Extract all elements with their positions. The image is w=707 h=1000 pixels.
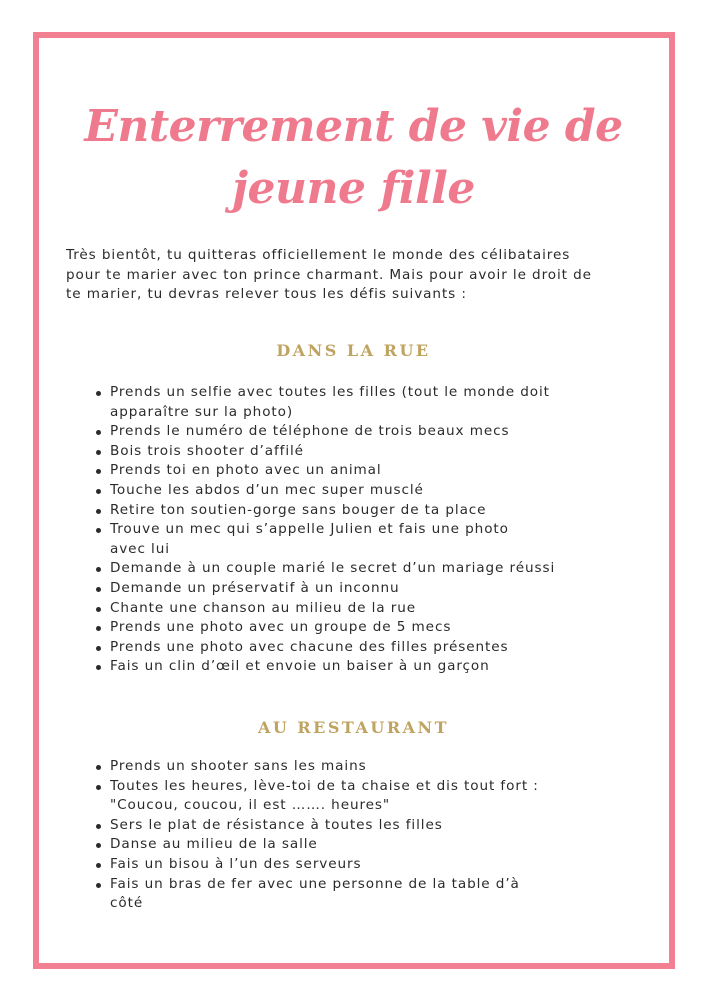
list-item-text: Fais un bras de fer avec une personne de la table d’à bbox=[110, 875, 520, 892]
challenge-list-dans-la-rue bbox=[94, 383, 555, 677]
list-item bbox=[94, 875, 539, 914]
list-item bbox=[94, 501, 555, 521]
list-item bbox=[94, 559, 555, 579]
list-item bbox=[94, 657, 555, 677]
list-item bbox=[94, 618, 555, 638]
section-title-au-restaurant: AU RESTAURANT bbox=[257, 718, 450, 737]
list-item-text: Prends un shooter sans les mains bbox=[110, 758, 367, 774]
list-item-text: Trouve un mec qui s’appelle Julien et fais une photo bbox=[110, 521, 509, 538]
title-line-2: jeune fille bbox=[232, 163, 475, 214]
title-line-1: Enterrement de vie de bbox=[84, 101, 623, 152]
list-item bbox=[94, 835, 539, 855]
list-item-text: Fais un clin d’œil et envoie un baiser à un garçon bbox=[110, 658, 490, 675]
list-item-text: Danse au milieu de la salle bbox=[110, 836, 318, 853]
list-item-text: Prends un selfie avec toutes les filles (tout le monde doit bbox=[110, 384, 550, 400]
list-item bbox=[94, 579, 555, 599]
list-item-text: Prends une photo avec chacune des filles présentes bbox=[110, 638, 509, 655]
list-item-text: Bois trois shooter d’affilé bbox=[110, 442, 304, 459]
list-item-text: Toutes les heures, lève-toi de ta chaise et dis tout fort : bbox=[110, 777, 539, 794]
list-item bbox=[94, 757, 539, 777]
list-item bbox=[94, 638, 555, 658]
list-item-text: Prends toi en photo avec un animal bbox=[110, 462, 382, 479]
list-item-text: Prends le numéro de téléphone de trois beaux mecs bbox=[110, 423, 510, 440]
list-item-text: Chante une chanson au milieu de la rue bbox=[110, 599, 417, 616]
list-item-text: Demande à un couple marié le secret d’un mariage réussi bbox=[110, 560, 556, 577]
list-item-text: Retire ton soutien-gorge sans bouger de ta place bbox=[110, 501, 487, 518]
list-item bbox=[94, 520, 555, 559]
intro-line-3: te marier, tu devras relever tous les défis suivants : bbox=[66, 286, 467, 302]
list-item-text: Touche les abdos d’un mec super musclé bbox=[110, 481, 424, 498]
list-item-text: Prends une photo avec un groupe de 5 mecs bbox=[110, 619, 452, 636]
list-item bbox=[94, 481, 555, 501]
list-item-text: Sers le plat de résistance à toutes les filles bbox=[110, 816, 443, 833]
list-item bbox=[94, 855, 539, 875]
intro-line-1: Très bientôt, tu quitteras officiellement le monde des célibataires bbox=[66, 247, 571, 263]
section-title-dans-la-rue: DANS LA RUE bbox=[276, 341, 431, 360]
list-item bbox=[94, 777, 539, 816]
list-item bbox=[94, 816, 539, 836]
intro-line-2: pour te marier avec ton prince charmant. Mais pour avoir le droit de bbox=[66, 266, 592, 283]
list-item bbox=[94, 422, 555, 442]
list-item-text: Demande un préservatif à un inconnu bbox=[110, 579, 400, 596]
list-item bbox=[94, 461, 555, 481]
challenge-list-au-restaurant bbox=[94, 757, 539, 914]
list-item-text: "Coucou, coucou, il est ……. heures" bbox=[110, 797, 391, 814]
page-title bbox=[0, 96, 707, 220]
intro-paragraph bbox=[66, 246, 646, 305]
list-item-text: apparaître sur la photo) bbox=[110, 403, 294, 420]
list-item bbox=[94, 599, 555, 619]
list-item-text: avec lui bbox=[110, 540, 170, 557]
list-item-text: Fais un bisou à l’un des serveurs bbox=[110, 855, 362, 872]
list-item bbox=[94, 442, 555, 462]
list-item-text: côté bbox=[110, 895, 144, 912]
list-item bbox=[94, 383, 555, 422]
